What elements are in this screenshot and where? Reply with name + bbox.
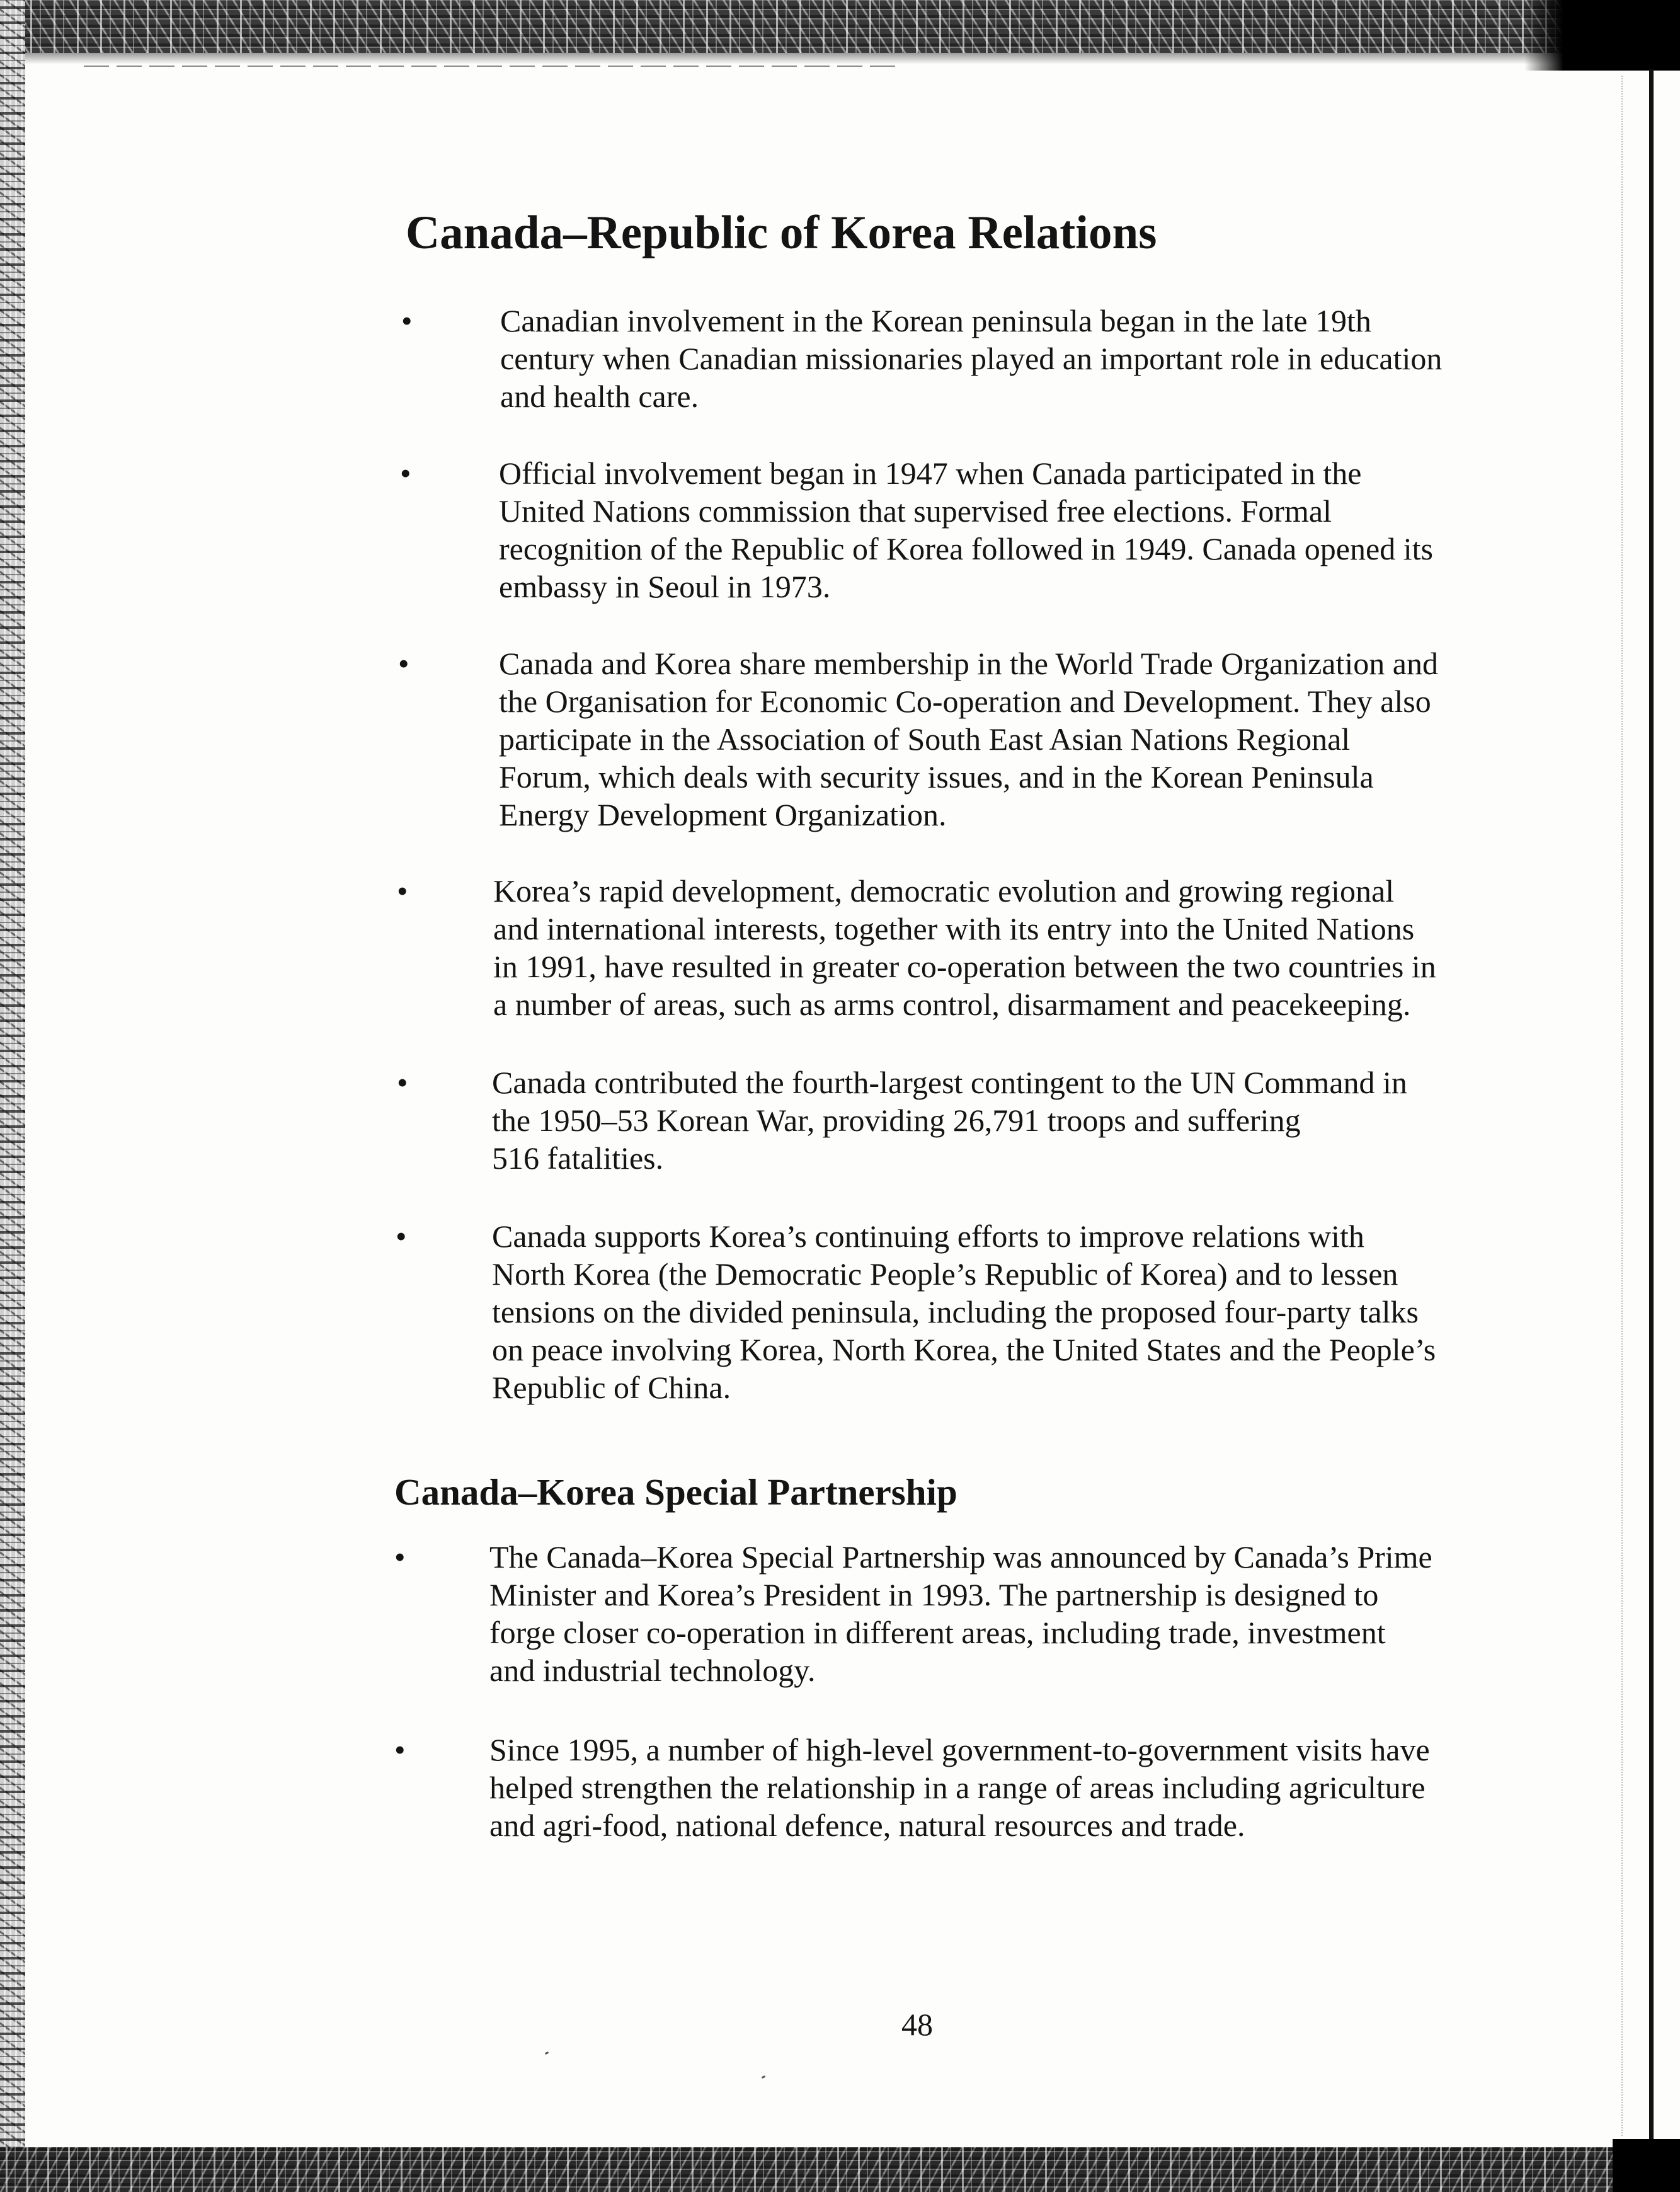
scan-corner-top-right [1524, 0, 1680, 71]
scan-border-left [0, 0, 25, 2192]
bullet-text [489, 1538, 1432, 1689]
bullet-text-line: United Nations commission that supervised free elections. Formal [499, 493, 1332, 529]
scan-speck [762, 2075, 766, 2079]
scan-top-rule [84, 66, 896, 67]
bullet-text-line: Minister and Korea’s President in 1993. The partnership is designed to [489, 1577, 1379, 1612]
bullet-marker: • [397, 1065, 408, 1100]
bullet-marker: • [401, 303, 413, 338]
bullet-text-line: Official involvement began in 1947 when Canada participated in the [499, 456, 1362, 491]
bullet-text-line: the 1950–53 Korean War, providing 26,791 troops and suffering [492, 1103, 1301, 1138]
page-title: Canada–Republic of Korea Relations [406, 207, 1157, 259]
bullet-text-line: the Organisation for Economic Co-operation and Development. They also [499, 684, 1431, 719]
bullet-text [489, 1731, 1430, 1844]
bullet-text-line: Canada and Korea share membership in the World Trade Organization and [499, 646, 1438, 681]
bullet-text-line: and international interests, together with its entry into the United Nations [493, 911, 1415, 946]
bullet-marker: • [394, 1539, 406, 1575]
bullet-text-line: Since 1995, a number of high-level government-to-government visits have [489, 1732, 1430, 1767]
bullet-text-line: forge closer co-operation in different areas, including trade, investment [489, 1615, 1386, 1650]
scan-border-bottom [0, 2147, 1680, 2192]
scan-corner-bottom-right [1613, 2139, 1680, 2192]
bullet-marker: • [394, 1732, 406, 1767]
scan-speck [545, 2051, 549, 2055]
bullet-text-line: Republic of China. [492, 1370, 731, 1405]
bullet-text-line: helped strengthen the relationship in a range of areas including agriculture [489, 1770, 1426, 1805]
bullet-text-line: and health care. [500, 379, 699, 414]
bullet-text [492, 1217, 1436, 1406]
bullet-text-line: Canada contributed the fourth-largest contingent to the UN Command in [492, 1065, 1407, 1100]
bullet-text-line: Canadian involvement in the Korean peninsula began in the late 19th [500, 303, 1371, 338]
bullet-text-line: embassy in Seoul in 1973. [499, 569, 831, 604]
scan-border-top [0, 0, 1680, 53]
bullet-text-line: and agri-food, national defence, natural resources and trade. [489, 1808, 1245, 1843]
scan-right-edge-line [1649, 69, 1654, 2142]
bullet-text [493, 872, 1436, 1023]
scan-border-top-fade [0, 53, 1680, 64]
bullet-marker: • [396, 1219, 407, 1254]
bullet-marker: • [400, 456, 411, 491]
bullet-text-line: The Canada–Korea Special Partnership was announced by Canada’s Prime [489, 1539, 1432, 1575]
bullet-text-line: North Korea (the Democratic People’s Republic of Korea) and to lessen [492, 1256, 1398, 1292]
bullet-text [500, 302, 1442, 415]
bullet-text [499, 645, 1438, 834]
bullet-text-line: century when Canadian missionaries played an important role in education [500, 341, 1443, 376]
bullet-text [492, 1064, 1407, 1177]
bullet-marker: • [397, 873, 408, 909]
bullet-text-line: and industrial technology. [489, 1653, 816, 1688]
page-number: 48 [901, 2007, 933, 2042]
bullet-text-line: on peace involving Korea, North Korea, the United States and the People’s [492, 1332, 1436, 1367]
bullet-text-line: 516 fatalities. [492, 1140, 664, 1176]
bullet-text-line: tensions on the divided peninsula, including the proposed four-party talks [492, 1294, 1419, 1329]
bullet-text-line: Energy Development Organization. [499, 797, 947, 832]
bullet-text [499, 454, 1433, 605]
scan-right-dotted-line [1621, 76, 1623, 2136]
bullet-text-line: a number of areas, such as arms control, disarmament and peacekeeping. [493, 987, 1411, 1022]
bullet-text-line: participate in the Association of South East Asian Nations Regional [499, 721, 1351, 757]
bullet-text-line: Canada supports Korea’s continuing efforts to improve relations with [492, 1219, 1364, 1254]
section-heading: Canada–Korea Special Partnership [394, 1471, 957, 1513]
bullet-text-line: recognition of the Republic of Korea followed in 1949. Canada opened its [499, 531, 1433, 566]
bullet-text-line: Forum, which deals with security issues, and in the Korean Peninsula [499, 759, 1374, 795]
bullet-marker: • [398, 646, 409, 681]
bullet-text-line: Korea’s rapid development, democratic evolution and growing regional [493, 873, 1395, 909]
bullet-text-line: in 1991, have resulted in greater co-operation between the two countries in [493, 949, 1436, 984]
